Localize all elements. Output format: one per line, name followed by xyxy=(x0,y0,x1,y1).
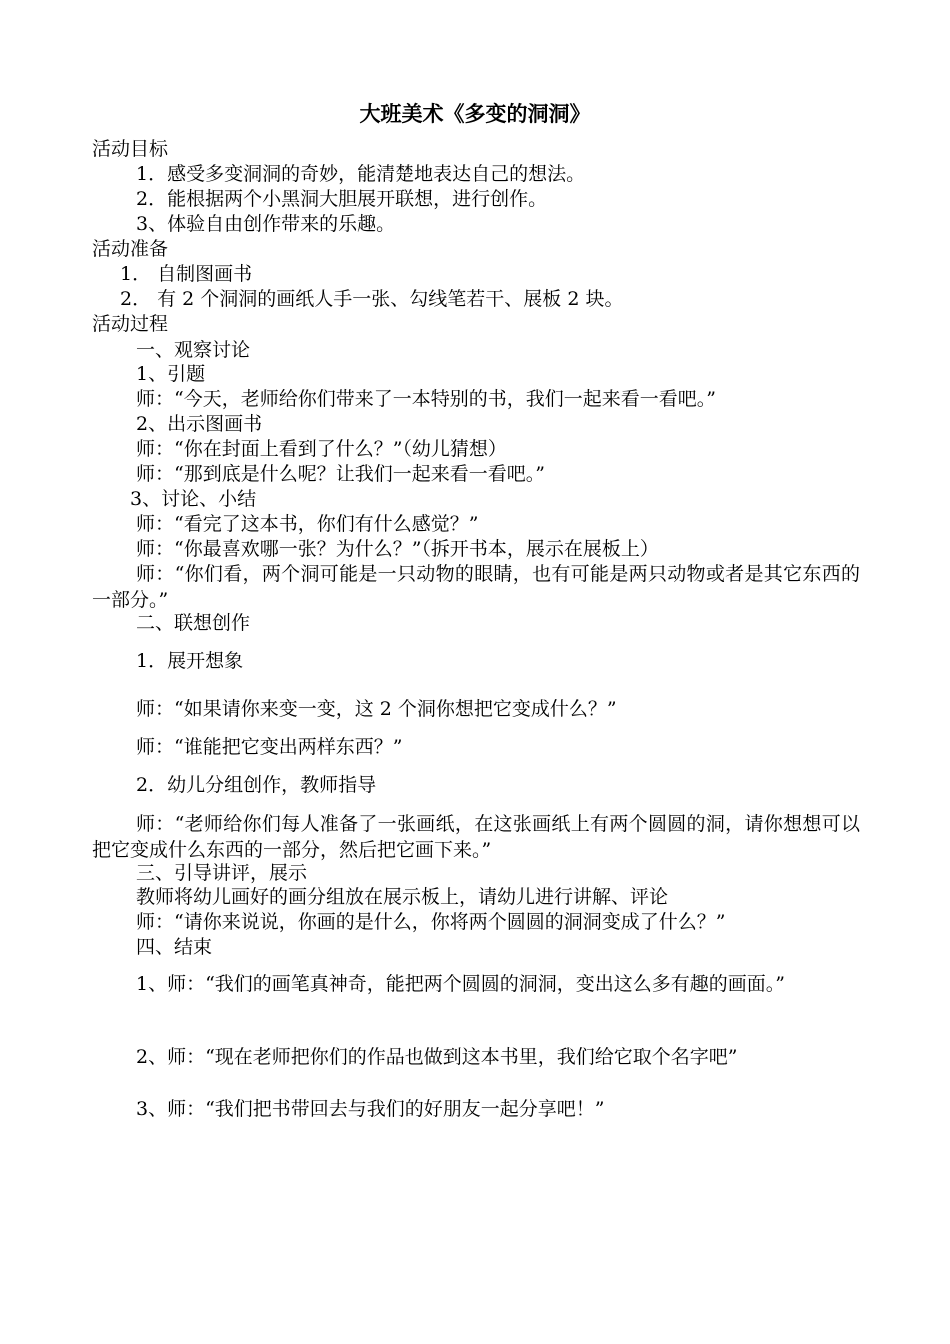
process-line: 教师将幼儿画好的画分组放在展示板上，请幼儿进行讲解、评论 xyxy=(136,886,669,908)
goal-item: 3、体验自由创作带来的乐趣。 xyxy=(136,213,396,235)
subsection-heading: 二、联想创作 xyxy=(136,612,251,634)
process-line: 师：“如果请你来变一变，这 2 个洞你想把它变成什么？” xyxy=(136,698,617,720)
process-line: 1、引题 xyxy=(136,363,206,385)
section-heading-goals: 活动目标 xyxy=(92,138,169,160)
process-line: 师：“谁能把它变出两样东西？” xyxy=(136,736,403,758)
prep-item: 1． 自制图画书 xyxy=(120,263,253,285)
subsection-heading: 四、结束 xyxy=(136,936,213,958)
prep-item: 2． 有 2 个洞洞的画纸人手一张、勾线笔若干、展板 2 块。 xyxy=(120,288,624,310)
process-line: 2、出示图画书 xyxy=(136,413,263,435)
goal-item: 1．感受多变洞洞的奇妙，能清楚地表达自己的想法。 xyxy=(136,163,586,185)
process-line: 2．幼儿分组创作，教师指导 xyxy=(136,774,377,796)
process-line: 2、师：“现在老师把你们的作品也做到这本书里，我们给它取个名字吧” xyxy=(136,1046,738,1068)
subsection-heading: 三、引导讲评，展示 xyxy=(136,862,308,884)
goal-item: 2．能根据两个小黑洞大胆展开联想，进行创作。 xyxy=(136,188,548,210)
process-paragraph: 1、师：“我们的画笔真神奇，能把两个圆圆的洞洞，变出这么多有趣的画面。” xyxy=(136,973,786,995)
process-line: 3、师：“我们把书带回去与我们的好朋友一起分享吧！” xyxy=(136,1098,605,1120)
process-line: 师：“你在封面上看到了什么？”（幼儿猜想） xyxy=(136,438,507,460)
process-line: 师：“你最喜欢哪一张？为什么？”（拆开书本，展示在展板上） xyxy=(136,538,659,560)
process-line: 师：“那到底是什么呢？让我们一起来看一看吧。” xyxy=(136,463,545,485)
section-heading-process: 活动过程 xyxy=(92,313,169,335)
section-heading-prep: 活动准备 xyxy=(92,238,169,260)
process-paragraph: 师：“老师给你们每人准备了一张画纸，在这张画纸上有两个圆圆的洞，请你想想可以把它变成什么东西的一部分，然后把它画下来。” xyxy=(92,813,860,861)
process-line: 师：“看完了这本书，你们有什么感觉？” xyxy=(136,513,479,535)
process-line: 3、讨论、小结 xyxy=(130,488,257,510)
process-paragraph: 师：“你们看，两个洞可能是一只动物的眼睛，也有可能是两只动物或者是其它东西的一部分。” xyxy=(92,563,860,611)
process-line: 师：“今天，老师给你们带来了一本特别的书，我们一起来看一看吧。” xyxy=(136,388,716,410)
subsection-heading: 一、观察讨论 xyxy=(136,339,251,361)
process-line: 师：“请你来说说，你画的是什么，你将两个圆圆的洞洞变成了什么？” xyxy=(136,911,726,933)
document-title: 大班美术《多变的洞洞》 xyxy=(359,101,591,126)
process-line: 1．展开想象 xyxy=(136,650,244,672)
